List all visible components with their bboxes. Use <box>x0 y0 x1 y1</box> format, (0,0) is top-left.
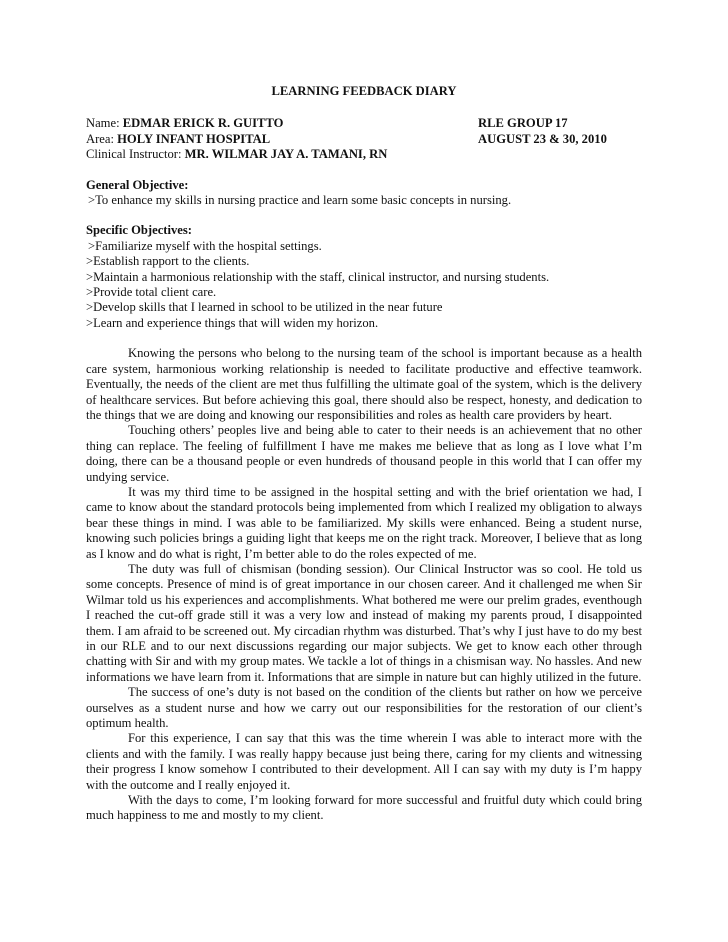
instructor-value: MR. WILMAR JAY A. TAMANI, RN <box>184 147 388 162</box>
name-value: EDMAR ERICK R. GUITTO <box>122 116 284 131</box>
objective-item: >Familiarize myself with the hospital settings. <box>88 238 322 253</box>
header-row-name <box>86 116 642 131</box>
header-row-area <box>86 132 642 147</box>
group-value: RLE GROUP 17 <box>478 116 568 131</box>
body-paragraph: With the days to come, I’m looking forward for more successful and fruitful duty which could bring much happiness to me and mostly to my client. <box>86 793 642 823</box>
specific-objectives-heading: Specific Objectives: <box>86 223 192 238</box>
diary-body <box>86 346 642 824</box>
body-paragraph: The success of one’s duty is not based on the condition of the clients but rather on how we perceive ourselves as a student nurse and how we carry out our responsibilities for the restoration of our client’s optimum health. <box>86 685 642 731</box>
header-row-instructor <box>86 147 642 162</box>
objective-item: >Provide total client care. <box>86 285 217 300</box>
general-objective-section <box>86 178 642 209</box>
name-label: Name: <box>86 116 123 131</box>
general-objective-heading: General Objective: <box>86 177 189 192</box>
body-paragraph: Knowing the persons who belong to the nursing team of the school is important because as a health care system, harmonious working relationship is needed to facilitate productive and effective teamwork. Eventually, the needs of the client are met thus fulfilling the ultimate goal of the system, which is the delivery of healthcare services. But before achieving this goal, there should also be respect, honesty, and dedication to the things that we are doing and knowing our responsibilities and roles as health care providers by heart. <box>86 346 642 422</box>
general-objective-text: >To enhance my skills in nursing practice and learn some basic concepts in nursing. <box>88 193 512 208</box>
body-paragraph: Touching others’ peoples live and being able to cater to their needs is an achievement that no other thing can replace. The feeling of fulfillment I have me makes me believe that as long as I love what I’m doing, there can be a thousand people or even hundreds of thousand people in this world that I can offer my undying service. <box>86 423 642 484</box>
objective-item: >Develop skills that I learned in school to be utilized in the near future <box>86 300 443 315</box>
page-title: LEARNING FEEDBACK DIARY <box>271 84 457 98</box>
body-paragraph: For this experience, I can say that this was the time wherein I was able to interact more with the clients and with the family. I was really happy because just being there, caring for my clients and witnessing their progress I know somehow I contributed to their development. All I can say with my duty is I’m happy with the outcome and I really enjoyed it. <box>86 731 642 792</box>
date-value: AUGUST 23 & 30, 2010 <box>478 131 607 146</box>
body-paragraph: The duty was full of chismisan (bonding session). Our Clinical Instructor was so cool. He told us some concepts. Presence of mind is of great importance in our chosen career. And it challenged me when Sir Wilmar told us his experiences and accomplishments. What bothered me were our prelim grades, eventhough I reached the cut-off grade still it was a very low and instead of making my parents proud, I disappointed them. I am afraid to be screened out. My circadian rhythm was disturbed. That’s why I just have to do my best in our RLE and to our next discussions regarding our major subjects. We get to know each other through chatting with Sir and with my group mates. We tackle a lot of things in a chismisan way. No hassles. And new informations we have learn from it. Informations that are simple in nature but can highly utilized in the future. <box>86 561 642 684</box>
specific-objectives-section <box>86 223 642 331</box>
objective-item: >Learn and experience things that will widen my horizon. <box>86 315 379 330</box>
objective-item: >Establish rapport to the clients. <box>86 254 250 269</box>
area-label: Area: <box>86 131 118 146</box>
instructor-label: Clinical Instructor: <box>86 147 185 162</box>
objective-item: >Maintain a harmonious relationship with the staff, clinical instructor, and nursing students. <box>86 269 550 284</box>
area-value: HOLY INFANT HOSPITAL <box>117 131 271 146</box>
body-paragraph: It was my third time to be assigned in the hospital setting and with the brief orientation we had, I came to know about the standard protocols being implemented from which I realized my obligation to always bear these things in mind. I was able to be familiarized. My skills were enhanced. Being a student nurse, knowing such policies brings a guiding light that keeps me on the right track. Moreover, I believe that as long as I know and do what is right, I’m better able to do the roles expected of me. <box>86 484 642 561</box>
